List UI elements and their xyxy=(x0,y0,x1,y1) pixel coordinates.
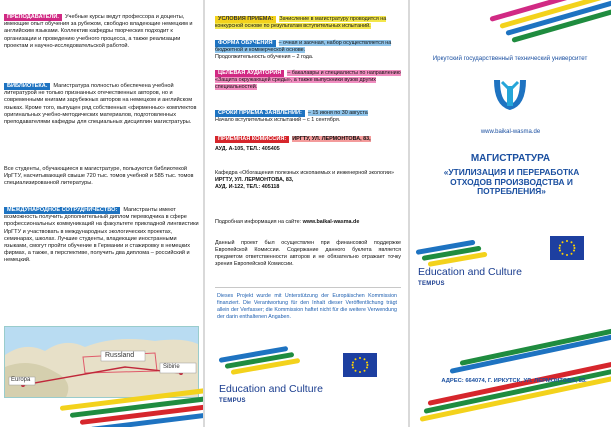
international-header: МЕЖДУНАРОДНОЕ СОТРУДНИЧЕСТВО: xyxy=(4,207,120,214)
cover-panel xyxy=(410,0,611,427)
program-subtitle: «УТИЛИЗАЦИЯ И ПЕРЕРАБОТКА ОТХОДОВ ПРОИЗВОДСТВА И ПОТРЕБЛЕНИЯ» xyxy=(443,167,580,197)
duration-text: Продолжительность обучения – 2 года. xyxy=(215,54,314,61)
teachers-section xyxy=(4,14,199,50)
left-panel xyxy=(0,0,203,427)
teachers-text: Учебные курсы ведут профессора и доценты, имеющие опыт обучения за рубежом, свободно владеющие немецким и английским языками. Коллектив кафедры творческих подходит к организации и проведению учебного процесса, а также реализации проектам и научно-исследовательской работой. xyxy=(4,14,193,49)
europe-russia-map xyxy=(4,326,199,398)
russland-label: Russland xyxy=(105,352,135,359)
disclaimer-de: Dieses Projekt wurde mit Unterstützung der Europäischen Kommission finanziert. Die Verantwortung für den Inhalt dieser Veröffentlichung trägt allein der Verfasser; die Kommission haftet nicht für die weitere Verwendung der darin enthaltenen Angaben. xyxy=(217,293,397,320)
commission-header: ПРИЕМНАЯ КОМИССИЯ: xyxy=(215,136,289,143)
tempus-label: TEMPUS xyxy=(219,398,246,404)
commission-address: ИРГТУ, УЛ. ЛЕРМОНТОВА, 83, xyxy=(292,136,371,142)
disclaimer-ru xyxy=(215,240,401,268)
commission-room: АУД. А-105, xyxy=(215,146,245,153)
deadlines-header: СРОКИ ПРИЕМА ЗАЯВЛЕНИЙ: xyxy=(215,110,305,117)
eu-flag-icon xyxy=(343,353,377,377)
form-text: – очная и заочная, набор осуществляется на бюджетной и коммерческой основе. xyxy=(215,40,392,54)
tempus-label-cover: TEMPUS xyxy=(418,281,445,287)
form-section xyxy=(215,40,401,61)
sibirien-label: Sibirie xyxy=(163,364,180,370)
audience-text: – бакалавры и специалисты по направлению «Защита окружающей среды», а также выпускники вузов других специальностей. xyxy=(215,70,401,91)
department-room: АУД. И-122, xyxy=(215,184,245,190)
commission-phone: ТЕЛ.: 405405 xyxy=(246,146,280,153)
website-link[interactable]: www.baikal-wasma.de xyxy=(302,219,360,225)
library-stats-text: Все студенты, обучающиеся в магистратуре, пользуются библиотекой ИрГТУ, насчитывающей свыше 720 тыс. томов учебной и 585 тыс. томов специализированной литературы. xyxy=(4,166,194,187)
website-info xyxy=(215,219,401,226)
department-label: Кафедра «Обогащения полезных ископаемых и инженерной экологии» xyxy=(215,170,394,176)
international-text: Магистранты имеют возможность получить дополнительный диплом переводчика в сфере профессиональных коммуникаций на факультете прикладной лингвистики ИрГТУ и участвовать в международных экологических проектах, семинарах, школах. Лучшие студенты, владеющие иностранными языками, смогут пройти обучение в Германии и стажировку в немецких фирмах, а также, в перспективе, получить два диплома – российский и немецкий. xyxy=(4,207,199,264)
department-address: ИРГТУ, УЛ. ЛЕРМОНТОВА, 83, xyxy=(215,177,294,183)
form-header: ФОРМА ОБУЧЕНИЯ xyxy=(215,40,276,47)
divider xyxy=(215,287,401,288)
ec-label: Education and Culture xyxy=(219,383,323,395)
program-title: МАГИСТРАТУРА xyxy=(470,153,551,164)
commission-section xyxy=(215,136,401,153)
university-name: Иркутский государственный технический университет xyxy=(432,55,588,62)
ec-label-cover: Education and Culture xyxy=(418,266,522,278)
decorative-stripes-middle xyxy=(219,350,339,380)
conditions-section xyxy=(215,16,401,30)
cover-website[interactable]: www.baikal-wasma.de xyxy=(480,129,541,135)
decorative-stripes-cover xyxy=(416,238,526,268)
department-section xyxy=(215,170,401,191)
international-section xyxy=(4,207,199,265)
library-text: Магистратура полностью обеспечена учебной литературой не только признанных отечественных авторов, но и современными книгами зарубежных авторов на немецком и английском языках. Кроме того, выпущен ряд собственных «фирменных» комплектов оригинальных учебно-методических материалов, подготовленных преподавателями кафедры для специальных дисциплин магистратуры. xyxy=(4,83,197,126)
library-stats xyxy=(4,166,199,188)
postal-address: АДРЕС: 664074, Г. ИРКУТСК, УЛ. ЛЕРМОНТОВА, 83. xyxy=(441,378,587,384)
deadlines-text: – 15 июня по 30 августа xyxy=(307,110,368,116)
website-info-label: Подробная информация на сайте: xyxy=(215,219,302,225)
exams-start-text: Начало вступительных испытаний – с 1 сентября. xyxy=(215,117,341,124)
library-header: БИБЛИОТЕКА. xyxy=(4,83,50,90)
audience-header: ЦЕЛЕВАЯ АУДИТОРИЯ xyxy=(215,70,284,77)
ec-logo-middle xyxy=(219,383,323,407)
map-image xyxy=(5,327,199,398)
teachers-header: ПРЕПОДАВАТЕЛИ. xyxy=(4,14,62,21)
deadlines-section xyxy=(215,110,401,124)
library-section xyxy=(4,83,199,126)
decorative-stripes-top xyxy=(490,0,611,40)
department-phone: ТЕЛ.: 405118 xyxy=(246,184,280,190)
europa-label: Europa xyxy=(11,377,31,383)
disclaimer-ru-text: Данный проект был осуществлен при финансовой поддержке Европейской Комиссии. Содержание данного буклета является предметом ответственности авторов и не обязательно отражает точку зрения Европейской Комиссии. xyxy=(215,240,401,267)
eu-flag-icon-cover xyxy=(550,236,584,260)
conditions-header: УСЛОВИЯ ПРИЕМА: xyxy=(215,16,276,23)
university-logo-icon xyxy=(488,76,532,124)
decorative-stripes-bottom xyxy=(420,345,610,427)
conditions-text: Зачисление в магистратуру проводится на конкурсной основе по результатам вступительных испытаний. xyxy=(215,16,387,30)
audience-section xyxy=(215,70,401,91)
decorative-stripes-left xyxy=(60,402,203,427)
middle-panel xyxy=(205,0,408,427)
ec-logo-cover xyxy=(418,266,522,290)
